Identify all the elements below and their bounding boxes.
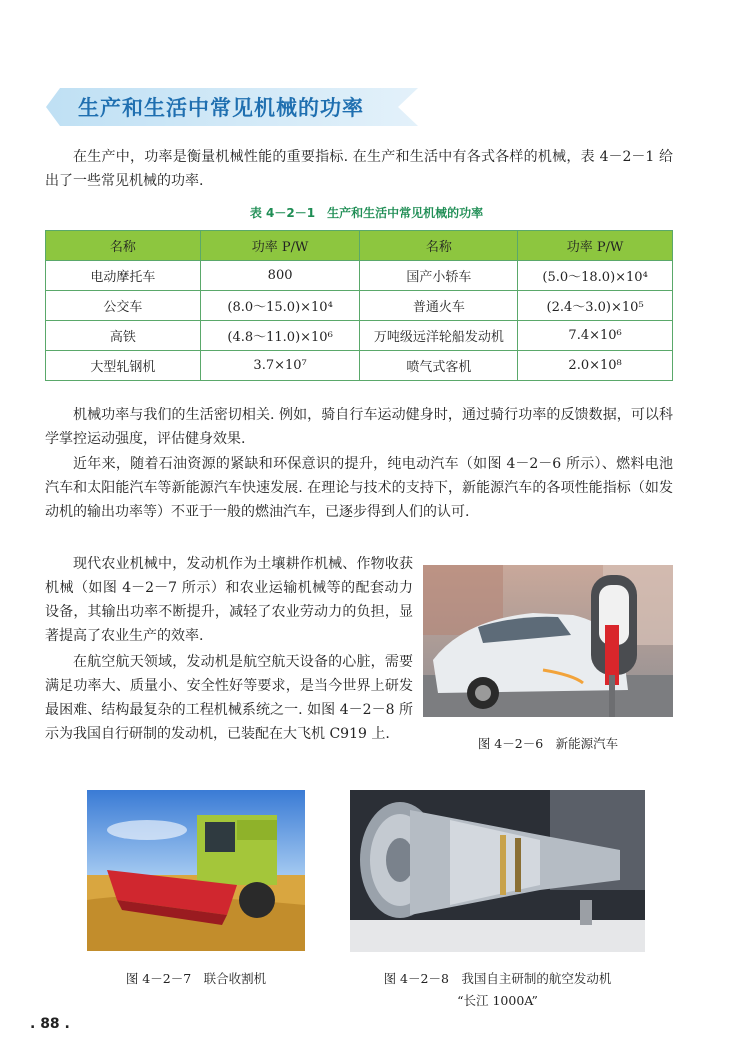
section-title: 生产和生活中常见机械的功率: [78, 96, 364, 120]
header-name-2: 名称: [360, 231, 518, 261]
table-cell: (8.0～15.0)×10⁴: [200, 291, 360, 321]
header-power-2: 功率 P/W: [518, 231, 673, 261]
table-cell: (2.4～3.0)×10⁵: [518, 291, 673, 321]
paragraph-new-energy: 近年来，随着石油资源的紧缺和环保意识的提升，纯电动汽车（如图 4－2－6 所示）、燃料电池汽车和太阳能汽车等新能源汽车快速发展. 在理论与技术的支持下，新能源汽车的各项性能指标（如发动机的输出功率等）不亚于一般的燃油汽车，已逐步得到人们的认可.: [45, 456, 673, 520]
table-cell: 高铁: [46, 321, 201, 351]
figure-caption-electric-car: 图 4－2－6 新能源汽车: [477, 736, 619, 751]
table-cell: 800: [200, 261, 360, 291]
table-cell: 喷气式客机: [360, 351, 518, 381]
aero-engine-photo: [350, 790, 645, 952]
table-cell: (4.8～11.0)×10⁶: [200, 321, 360, 351]
table-cell: 普通火车: [360, 291, 518, 321]
paragraph-agriculture: 现代农业机械中，发动机作为土壤耕作机械、作物收获机械（如图 4－2－7 所示）和农业运输机械等的配套动力设备，其输出功率不断提升，减轻了农业劳动力的负担，显著提高了农业生产的效率.: [45, 556, 413, 644]
table-row: [46, 321, 673, 351]
table-cell: 万吨级远洋轮船发动机: [360, 321, 518, 351]
table-row: [46, 351, 673, 381]
electric-car-photo: [423, 565, 673, 717]
table-cell: 3.7×10⁷: [200, 351, 360, 381]
table-cell: 7.4×10⁶: [518, 321, 673, 351]
section-banner: [46, 88, 418, 126]
table-row: [46, 291, 673, 321]
table-caption: 表 4－2－1 生产和生活中常见机械的功率: [249, 206, 484, 220]
page-number: . 88 .: [30, 1016, 70, 1032]
table-cell: (5.0～18.0)×10⁴: [518, 261, 673, 291]
table-cell: 电动摩托车: [46, 261, 201, 291]
figure-caption-engine-line1: 图 4－2－8 我国自主研制的航空发动机: [383, 971, 612, 986]
table-cell: 国产小轿车: [360, 261, 518, 291]
table-cell: 大型轧钢机: [46, 351, 201, 381]
header-name-1: 名称: [46, 231, 201, 261]
figure-caption-harvester: 图 4－2－7 联合收割机: [125, 971, 267, 986]
paragraph-aerospace: 在航空航天领域，发动机是航空航天设备的心脏，需要满足功率大、质量小、安全性好等要求，是当今世界上研发最困难、结构最复杂的工程机械系统之一. 如图 4－2－8 所示为我国自行研制的发动机，已装配在大飞机 C919 上.: [45, 654, 413, 742]
intro-paragraph: 在生产中，功率是衡量机械性能的重要指标. 在生产和生活中有各式各样的机械，表 4－2－1 给出了一些常见机械的功率.: [45, 149, 673, 189]
table-cell: 2.0×10⁸: [518, 351, 673, 381]
table-header-row: [46, 231, 673, 261]
paragraph-cycling: 机械功率与我们的生活密切相关. 例如，骑自行车运动健身时，通过骑行功率的反馈数据，可以科学掌控运动强度，评估健身效果.: [45, 407, 673, 447]
table-cell: 公交车: [46, 291, 201, 321]
power-table: [45, 230, 673, 381]
figure-caption-engine-line2: “长江 1000A”: [457, 993, 538, 1008]
header-power-1: 功率 P/W: [200, 231, 360, 261]
table-row: [46, 261, 673, 291]
combine-harvester-photo: [87, 790, 305, 951]
